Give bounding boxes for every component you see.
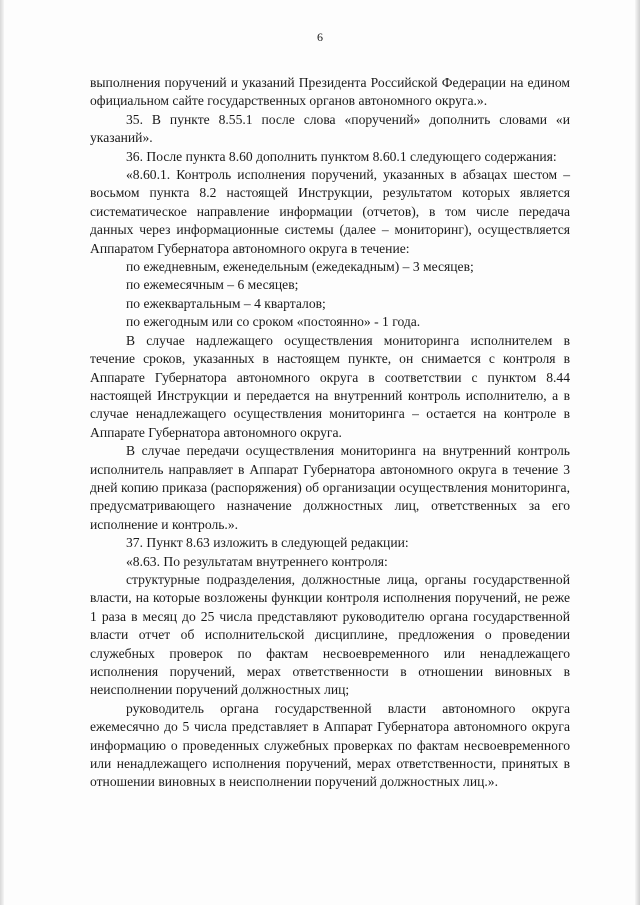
scan-edge-left [0, 0, 4, 905]
paragraph-item-36: 36. После пункта 8.60 дополнить пунктом 8.60.1 следующего содержания: [126, 148, 557, 164]
document-body [90, 74, 570, 792]
paragraph-transfer-monitoring: В случае передачи осуществления мониторинга на внутренний контроль исполнитель направляет в Аппарат Губернатора автономного округа в течение 3 дней копию приказа (распоряжения) об организации осуществления мониторинга, предусматривающего назначение должностных лиц, ответственных за его исполнение и контроль.». [90, 443, 570, 532]
paragraph-proper-monitoring: В случае надлежащего осуществления мониторинга исполнителем в течение сроков, указанных в настоящем пункте, он снимается с контроля в Аппарате Губернатора автономного округа в соответствии с пунктом 8.44 настоящей Инструкции и передается на внутренний контроль исполнителю, а в случае ненадлежащего осуществления мониторинга – остается на контроле в Аппарате Губернатора автономного округа. [90, 332, 570, 440]
list-item-daily-weekly: по ежедневным, еженедельным (ежедекадным) – 3 месяцев; [126, 259, 474, 275]
scan-edge-right [635, 0, 640, 905]
paragraph-head-of-authority: руководитель органа государственной власти автономного округа ежемесячно до 5 числа представляет в Аппарат Губернатора автономного округа информацию о проведенных служебных проверках по фактам несвоевременного или ненадлежащего исполнения поручений, мерах ответственности, принятых в отношении виновных в неисполнении поручений должностных лиц.». [90, 700, 570, 790]
paragraph-item-37: 37. Пункт 8.63 изложить в следующей редакции: [126, 535, 409, 551]
paragraph-8-63: «8.63. По результатам внутреннего контроля: [126, 553, 388, 569]
list-item-yearly: по ежегодным или со сроком «постоянно» - 1 года. [126, 314, 421, 330]
page-number: 6 [317, 30, 323, 44]
paragraph-8-60-1: «8.60.1. Контроль исполнения поручений, указанных в абзацах шестом – восьмом пункта 8.2 настоящей Инструкции, результатом которых является систематическое направление информации (отчетов), в том числе передача данных через информационные системы (далее – мониторинг), осуществляется Аппаратом Губернатора автономного округа в течение: [90, 167, 570, 256]
paragraph-p1: выполнения поручений и указаний Президента Российской Федерации на едином официальном сайте государственных органов автономного округа.». [90, 75, 570, 109]
paragraph-item-35: 35. В пункте 8.55.1 после слова «поручений» дополнить словами «и указаний». [90, 111, 570, 146]
list-item-quarterly: по ежеквартальным – 4 кварталов; [126, 295, 326, 311]
list-item-monthly: по ежемесячным – 6 месяцев; [126, 277, 299, 293]
paragraph-structural-units: структурные подразделения, должностные лица, органы государственной власти, на которые возложены функции контроля исполнения поручений, не реже 1 раза в месяц до 25 числа представляют руководителю органа государственной власти отчет об исполнительской дисциплине, предложения о проведении служебных проверок по фактам несвоевременного или ненадлежащего исполнения поручений, мерах ответственности в отношении виновных в неисполнении поручений должностных лиц; [90, 571, 570, 698]
